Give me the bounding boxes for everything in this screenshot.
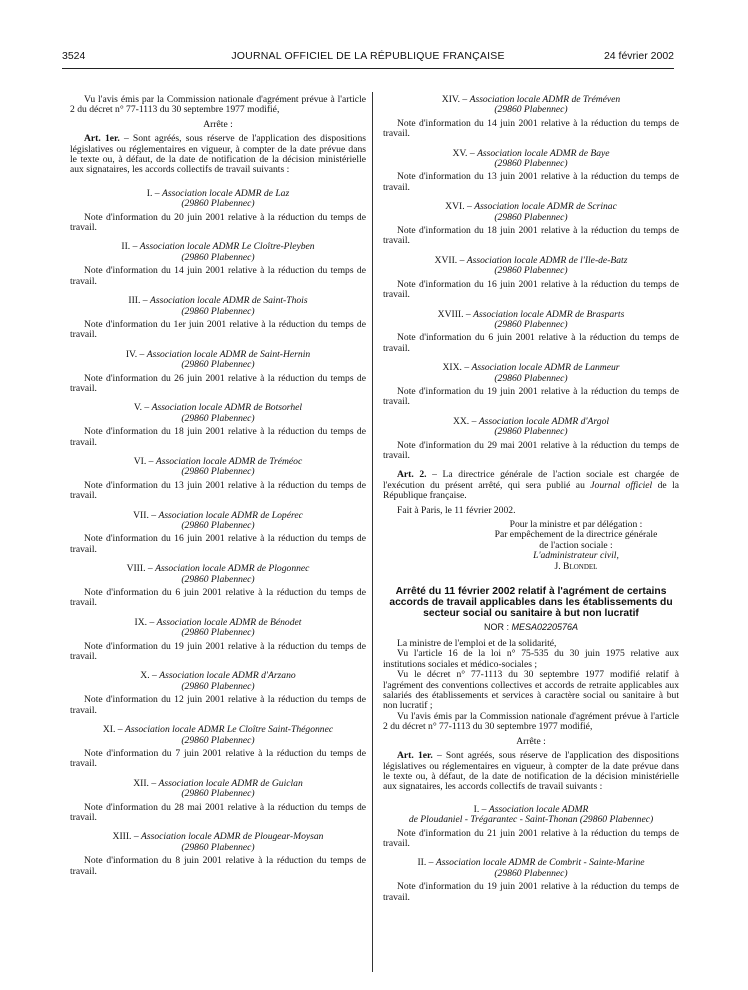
entry-heading — [383, 805, 679, 826]
entry-name: Association locale ADMR de Botsorhel — [151, 402, 303, 414]
entry-location: (29860 Plabennec) — [494, 318, 568, 330]
article-1-second-text: – Sont agréés, sous réserve de l'application des dispositions législatives ou réglementaires en vigueur, à compter de la date prévue dans le texte ou, à défaut, de la date de notification de la décision ministérielle aux signataires, les accords collectifs de travail suivants : — [383, 750, 679, 793]
entry-name: Association locale ADMR de Saint-Hernin — [146, 348, 311, 360]
entry-name: Association locale ADMR de Lanmeur — [471, 362, 620, 374]
article-1-second-label: Art. 1er. — [397, 750, 433, 762]
article-1 — [70, 134, 366, 176]
entry-name: Association locale ADMR — [488, 803, 589, 815]
entry-number: XIII. – — [112, 831, 139, 843]
entry-heading — [383, 149, 679, 170]
entry-heading — [70, 564, 366, 585]
entry-heading — [383, 417, 679, 438]
agreement-entry — [70, 189, 366, 234]
column-divider — [372, 92, 373, 972]
header-rule — [62, 68, 674, 69]
entry-number: III. – — [128, 295, 148, 307]
entry-name: Association locale ADMR de Tréméven — [469, 94, 621, 105]
agreement-entry — [383, 417, 679, 462]
entry-name: Association locale ADMR de Brasparts — [473, 308, 625, 320]
article-2-end: de la République française. — [383, 479, 679, 502]
entry-number: II. – — [417, 857, 434, 869]
entry-number: IX. – — [134, 616, 155, 628]
entry-number: XVII. – — [434, 254, 465, 266]
nor-code: MESA0220576A — [511, 621, 579, 632]
entry-note: Note d'information du 16 juin 2001 relative à la réduction du temps de travail. — [383, 278, 679, 301]
agreement-entry — [70, 403, 366, 448]
entry-note: Note d'information du 14 juin 2001 relative à la réduction du temps de travail. — [383, 117, 679, 140]
entry-name: Association locale ADMR d'Arzano — [159, 670, 296, 682]
entry-location: (29860 Plabennec) — [494, 158, 568, 170]
entry-name: Association locale ADMR de Lopérec — [158, 509, 303, 521]
entry-heading — [70, 242, 366, 263]
entry-note: Note d'information du 6 juin 2001 relative à la réduction du temps de travail. — [70, 587, 366, 609]
entry-heading — [70, 403, 366, 424]
article-2 — [383, 470, 679, 501]
left-column — [70, 95, 366, 886]
entry-heading — [70, 350, 366, 371]
agreement-entry — [383, 363, 679, 408]
article-1-text: – Sont agréés, sous réserve de l'application des dispositions législatives ou réglementaires en vigueur, à compter de la date prévue dans le texte ou, à défaut, de la date de notification de la décision ministérielle aux signataires, les accords collectifs de travail suivants : — [70, 133, 366, 176]
entry-note: Note d'information du 19 juin 2001 relative à la réduction du temps de travail. — [383, 385, 679, 408]
entry-note: Note d'information du 20 juin 2001 relative à la réduction du temps de travail. — [70, 211, 366, 234]
agreement-entry — [383, 805, 679, 850]
entry-note: Note d'information du 26 juin 2001 relative à la réduction du temps de travail. — [70, 372, 366, 394]
entry-number: XX. – — [452, 415, 477, 427]
entry-location: (29860 Plabennec) — [181, 359, 255, 371]
entry-note: Note d'information du 28 mai 2001 relative à la réduction du temps de travail. — [70, 801, 366, 823]
article-2-label: Art. 2. — [397, 469, 427, 481]
entry-name: Association locale ADMR de l'Ile-de-Batz — [466, 254, 628, 266]
entry-heading — [70, 457, 366, 478]
entry-number: XII. – — [133, 777, 157, 789]
entry-note: Note d'information du 18 juin 2001 relative à la réduction du temps de travail. — [383, 225, 679, 247]
entry-number: XVIII. – — [437, 308, 471, 320]
agreement-entry — [70, 457, 366, 502]
journal-title: JOURNAL OFFICIEL DE LA RÉPUBLIQUE FRANÇAISE — [231, 50, 505, 62]
entry-name: Association locale ADMR de Combrit - Sainte-Marine — [435, 857, 645, 869]
entry-note: Note d'information du 13 juin 2001 relative à la réduction du temps de travail. — [383, 171, 679, 193]
entry-note: Note d'information du 14 juin 2001 relative à la réduction du temps de travail. — [70, 265, 366, 287]
entry-location: de Ploudaniel - Trégarantec - Saint-Thonan (29860 Plabennec) — [408, 814, 654, 826]
entry-heading — [383, 95, 679, 116]
entry-number: II. – — [121, 241, 138, 253]
agreement-entry — [70, 564, 366, 609]
arrete-heading: Arrête : — [203, 118, 233, 130]
entry-title — [70, 296, 366, 306]
agreement-entry — [70, 511, 366, 556]
agreement-entry — [383, 202, 679, 247]
entry-number: XVI. – — [445, 201, 472, 213]
entry-location: (29860 Plabennec) — [181, 788, 255, 800]
decree-title: Arrêté du 11 février 2002 relatif à l'agrément de certains accords de travail applicables dans les établissements du secteur social ou sanitaire à but non lucratif — [389, 586, 673, 620]
entry-number: IV. – — [125, 348, 145, 360]
agreement-entry — [70, 832, 366, 877]
entry-heading — [70, 671, 366, 692]
article-1-second — [383, 751, 679, 793]
entry-heading — [383, 363, 679, 384]
signature-line-1: Pour la ministre et par délégation : — [509, 519, 643, 530]
entry-number: X. – — [140, 670, 157, 682]
entry-name: Association locale ADMR de Laz — [162, 187, 290, 199]
entry-location: (29860 Plabennec) — [181, 841, 255, 853]
article-1-label: Art. 1er. — [84, 133, 120, 145]
entry-note: Note d'information du 8 juin 2001 relative à la réduction du temps de travail. — [70, 855, 366, 877]
entry-name: Association locale ADMR de Guiclan — [158, 777, 303, 789]
visa-2: Vu le décret n° 77-1113 du 30 septembre 1977 modifié relatif à l'agrément des conventions collectives et accords de retraite applicables aux salariés des établissements et services à caractère social ou sanitaire à but non lucratif ; — [383, 669, 679, 712]
entry-location: (29860 Plabennec) — [181, 734, 255, 746]
entry-note: Note d'information du 19 juin 2001 relative à la réduction du temps de travail. — [383, 881, 679, 903]
entry-name: Association locale ADMR de Bénodet — [156, 616, 302, 628]
visa-3: Vu l'avis émis par la Commission nationale d'agrément prévue à l'article 2 du décret n° 77-1113 du 30 septembre 1977 modifié, — [383, 710, 679, 733]
entry-number: I. – — [473, 803, 487, 815]
entry-location: (29860 Plabennec) — [181, 412, 255, 424]
entry-number: V. – — [133, 402, 150, 414]
entry-heading — [383, 310, 679, 331]
entry-name: Association locale ADMR de Baye — [477, 147, 610, 159]
done-at: Fait à Paris, le 11 février 2002. — [397, 504, 516, 516]
nor-reference — [383, 622, 679, 632]
entry-location: (29860 Plabennec) — [181, 573, 255, 585]
agreement-entry — [70, 779, 366, 824]
entry-name: Association locale ADMR Le Cloître Saint-Thégonnec — [125, 724, 334, 736]
entry-number: VIII. – — [126, 563, 153, 575]
signature-block — [473, 520, 679, 572]
entry-name: Association locale ADMR de Plougear-Moysan — [141, 831, 324, 843]
entry-location: (29860 Plabennec) — [181, 627, 255, 639]
entry-heading — [70, 189, 366, 210]
right-column — [383, 95, 679, 912]
entry-title — [70, 725, 366, 735]
entry-location: (29860 Plabennec) — [181, 520, 255, 531]
agreement-entry — [70, 725, 366, 770]
entry-heading — [383, 858, 679, 879]
agreement-entry — [70, 242, 366, 287]
entry-name: Association locale ADMR de Scrinac — [474, 201, 617, 213]
entry-heading — [70, 779, 366, 800]
entry-location: (29860 Plabennec) — [181, 198, 255, 210]
entry-note: Note d'information du 13 juin 2001 relative à la réduction du temps de travail. — [70, 479, 366, 502]
agreement-entry — [383, 858, 679, 903]
agreement-entry — [383, 149, 679, 194]
signatory-name: J. Blondel — [554, 560, 598, 572]
signatory-title: L'administrateur civil, — [533, 550, 619, 562]
journal-officiel-ref: Journal officiel — [590, 479, 653, 491]
entry-note: Note d'information du 18 juin 2001 relative à la réduction du temps de travail. — [70, 426, 366, 448]
entry-heading — [70, 296, 366, 317]
entry-name: Association locale ADMR de Plogonnec — [155, 563, 310, 575]
entry-note: Note d'information du 16 juin 2001 relative à la réduction du temps de travail. — [70, 533, 366, 555]
entry-location: (29860 Plabennec) — [494, 211, 568, 223]
entry-note: Note d'information du 19 juin 2001 relative à la réduction du temps de travail. — [70, 640, 366, 663]
entry-name: Association locale ADMR de Saint-Thois — [150, 295, 308, 307]
entry-location: (29860 Plabennec) — [494, 867, 568, 879]
entry-note: Note d'information du 12 juin 2001 relative à la réduction du temps de travail. — [70, 694, 366, 716]
entry-note: Note d'information du 6 juin 2001 relative à la réduction du temps de travail. — [383, 332, 679, 354]
entry-note: Note d'information du 29 mai 2001 relative à la réduction du temps de travail. — [383, 439, 679, 461]
agreement-entry — [70, 671, 366, 716]
entry-heading — [70, 832, 366, 853]
entry-location: (29860 Plabennec) — [494, 265, 568, 277]
agreement-entry — [383, 256, 679, 301]
entry-heading — [383, 256, 679, 277]
agreement-entry — [70, 296, 366, 341]
entry-location: (29860 Plabennec) — [181, 251, 255, 263]
entry-heading — [383, 202, 679, 223]
entry-number: XIV. – — [441, 94, 468, 105]
entry-location: (29860 Plabennec) — [494, 104, 568, 116]
agreement-entry — [383, 310, 679, 355]
entry-location: (29860 Plabennec) — [181, 466, 255, 478]
entry-heading — [70, 511, 366, 532]
entry-number: XIX. – — [442, 362, 470, 374]
signature-line-3: de l'action sociale : — [539, 539, 613, 551]
agreement-list-continued — [383, 95, 679, 461]
page-number: 3524 — [62, 50, 86, 62]
entry-number: VI. – — [133, 455, 154, 467]
agreement-entry — [70, 350, 366, 395]
entry-name: Association locale ADMR de Tréméoc — [155, 455, 303, 467]
entry-note: Note d'information du 21 juin 2001 relative à la réduction du temps de travail. — [383, 827, 679, 849]
entry-location: (29860 Plabennec) — [181, 680, 255, 692]
entry-note: Note d'information du 1er juin 2001 relative à la réduction du temps de travail. — [70, 318, 366, 341]
agreement-entry — [383, 95, 679, 140]
entry-title — [383, 363, 679, 373]
arrete-heading-2: Arrête : — [516, 735, 546, 747]
issue-date: 24 février 2002 — [603, 50, 674, 62]
entry-number: XI. – — [102, 724, 123, 736]
entry-location: (29860 Plabennec) — [181, 305, 255, 317]
entry-number: XV. – — [452, 147, 475, 159]
entry-note: Note d'information du 7 juin 2001 relative à la réduction du temps de travail. — [70, 747, 366, 770]
entry-heading — [70, 725, 366, 746]
signature-line-2: Par empêchement de la directrice générale — [494, 529, 658, 541]
page-header — [62, 50, 674, 64]
entry-name: Association locale ADMR Le Cloître-Pleyben — [139, 241, 315, 253]
entry-location: (29860 Plabennec) — [494, 426, 568, 438]
entry-number: VII. – — [133, 509, 157, 521]
minister-line: La ministre de l'emploi et de la solidarité, — [397, 638, 557, 650]
article-2-text: – La directrice générale de l'action sociale est chargée de l'exécution du présent arrêté, qui sera publié au — [383, 469, 679, 491]
visa-paragraph: Vu l'avis émis par la Commission nationale d'agrément prévue à l'article 2 du décret n° 77-1113 du 30 septembre 1977 modifié, — [70, 94, 366, 116]
visa-1: Vu l'article 16 de la loi n° 75-535 du 30 juin 1975 relative aux institutions sociales et médico-sociales ; — [383, 648, 679, 670]
agreement-list — [70, 189, 366, 877]
entry-location: (29860 Plabennec) — [494, 372, 568, 384]
entry-name: Association locale ADMR d'Argol — [478, 415, 610, 427]
agreement-entry — [70, 618, 366, 663]
nor-label: NOR : — [483, 621, 512, 632]
entry-number: I. – — [146, 187, 160, 199]
entry-heading — [70, 618, 366, 639]
